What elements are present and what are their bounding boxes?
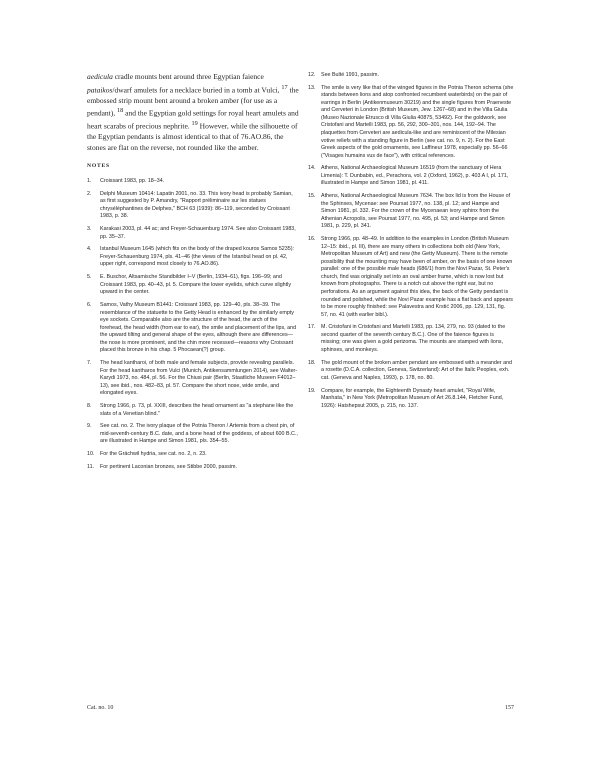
note-text: Delphi Museum 10414: Lapatin 2001, no. 33. This ivory head is probably Samian, as first suggested by P. Amandry, "Rapport préliminaire sur les statues chryséléphantines de Delphes," BCH 63 (1939): 86–119, seconded by Croissant 1983, p. 38.	[100, 190, 293, 220]
note-item	[87, 226, 299, 241]
note-number: 13.	[308, 84, 316, 91]
note-text: Athens, National Archaeological Museum 7634. The box lid is from the House of the Sphinxes, Mycenae: see Poursat 1977, no. 138, pl. 12; and Hampe and Simon 1981, pl. 332. For the crown of the Mycenaean ivory sphinx from the Athenian Acropolis, see Poursat 1977, no. 495, pl. 53; and Hampe and Simon 1981, p. 229, pl. 341.	[321, 193, 511, 230]
note-text: Strong 1966, pp. 48–49. In addition to the examples in London (British Museum 12–15: ibid., pl. III), there are many others in collections both old (New York, Metropolitan Museum of Art) and new (the Getty Museum). There is the remote possibility that the mounting may have been of amber, on the basis of one known parallel: one of the possible male heads (686/1) from the Novi Pazar, St. Peter's church, find was originally set into an oval amber frame, which is now lost but known from photographs. There is a notch cut above the right ear, but no perforations. As an argument against this idea, the back of the Getty pendant is rounded and polished, while the Novi Pazar example has a flat back and appears to be more roughly finished: see Palavestra and Krstić 2006, pp. 129, 131, fig. 57, no. 41 (with earlier bibl.).	[321, 236, 513, 318]
left-notes-list	[87, 178, 299, 471]
note-item	[308, 85, 514, 160]
note-item	[308, 72, 514, 80]
note-text: The smile is very like that of the winged figures in the Potnia Theron schema (she stands between lions and atop confronted recumbent waterbirds) on the pair of earrings in Berlin (Antikenmuseum 30219) and the single figures from Praeneste and Cerveteri in London (British Museum, Jew. 1267–68) and in the Villa Giulia (Museo Nazionale Etrusco di Villa Giulia 40875, 53492). For the goldwork, see Cristofani and Martelli 1983, pp. 56, 292, 300–301, nos. 144, 192–94. The plaquettes from Cerveteri are aedicula-like and are reminiscent of the Milesian votive reliefs with a standing figure in Berlin (see cat. no. 9, n. 2). For the East Greek aspects of the gold ornaments, see Laffineur 1978, especially pp. 56–66 ("Visages humains vus de face"), with critical references.	[321, 84, 514, 159]
note-text: Croissant 1983, pp. 18–34.	[100, 178, 165, 184]
note-text: See cat. no. 2. The ivory plaque of the Potnia Theron / Artemis from a chest pin, of mid-seventh-century B.C. date, and a bone head of the goddess, of about 600 B.C., are illustrated in Hampe and Simon 1981, pls. 354–55.	[100, 423, 298, 445]
note-item	[87, 464, 299, 472]
note-item	[87, 360, 299, 398]
note-number: 4.	[87, 246, 92, 253]
footnote-ref-18: 18	[117, 107, 124, 114]
note-text: For pertinent Laconian bronzes, see Stibbe 2000, passim.	[100, 463, 237, 470]
note-text: See Bulté 1991, passim.	[321, 72, 379, 78]
note-item	[308, 165, 514, 188]
intro-term-aedicula: aedicula	[87, 72, 113, 81]
note-item	[308, 193, 514, 231]
note-number: 2.	[87, 190, 92, 197]
note-number: 18.	[308, 359, 316, 366]
footnote-ref-17: 17	[281, 83, 288, 91]
intro-text: /dwarf amulets for a necklace buried in a tomb at Vulci,	[112, 85, 282, 94]
intro-term-pataikos: pataikos	[87, 85, 113, 94]
note-item	[308, 236, 514, 319]
note-text: M. Cristofani in Cristofani and Martelli 1983, pp. 134, 279, no. 93 (dated to the second quarter of the seventh century B.C.). One of the faience figures is missing; one was given a gold perizoma. The mounts are stamped with lions, sphinxes, and monkeys.	[321, 324, 506, 353]
note-text: Athens, National Archaeological Museum 16519 (from the sanctuary of Hera Limenia): T. Dunbabin, ed., Perachora, vol. 2 (Oxford, 1962), p. 403 A I, pl. 171, illustrated in Hampe and Simon 1981, pl. 411.	[321, 165, 509, 187]
note-item	[87, 403, 299, 418]
note-number: 1.	[87, 178, 92, 184]
note-number: 19.	[308, 387, 316, 394]
note-item	[87, 246, 299, 269]
note-number: 15.	[308, 193, 316, 200]
note-text: For the Grächwil hydria, see cat. no. 2, n. 23.	[100, 451, 207, 458]
note-item	[87, 302, 299, 355]
page-number: 157	[505, 705, 514, 711]
note-item	[87, 423, 299, 446]
note-text: Compare, for example, the Eighteenth Dynasty heart amulet, "Royal Wife, Manhata," in New York (Metropolitan Museum of Art 26.8.144, Fletcher Fund, 1926): Hatshepsut 2005, p. 215, no. 137.	[321, 387, 504, 409]
note-number: 8.	[87, 402, 92, 409]
intro-text: However, while the silhouette of the Egyptian pendants is almost identical to that of 76.AO.86, the stones are flat on the reverse, not rounded like the amber.	[87, 121, 298, 152]
intro-paragraph	[87, 72, 299, 153]
left-column	[87, 72, 299, 477]
intro-text: the embossed strip mount bent around a broken amber (for use as a pendant),	[87, 85, 299, 118]
note-number: 7.	[87, 360, 92, 367]
footnote-ref-19: 19	[191, 120, 198, 127]
note-text: The head kantharoi, of both male and female subjects, provide revealing parallels. For the head kantharos from Vulci (Munich, Antikensammlungen 2014), see Walter-Karydi 1973, no. 484, pl. 56. For the Chiusi pair (Berlin, Staatliche Museen F4012–13), see ibid., nos. 482–83, pl. 57. Compare the short nose, wide smile, and elongated eyes.	[100, 360, 298, 397]
note-text: The gold mount of the broken amber pendant are embossed with a meander and a rosette (D.C.A. collection, Geneva, Switzerland): Art of the Italic Peoples, exh. cat. (Geneva and Naples, 1993), p. 178, no. 80.	[321, 359, 513, 381]
intro-text: cradle mounts bent around three Egyptian faience	[112, 72, 264, 81]
footer-catalog-label: Cat. no. 10	[87, 705, 114, 711]
note-number: 14.	[308, 165, 316, 172]
note-item	[87, 191, 299, 221]
intro-text: and the Egyptian gold settings for royal heart amulets and heart scarabs of precious nephrite.	[87, 108, 299, 131]
note-item	[87, 178, 299, 186]
note-item	[87, 274, 299, 297]
note-item	[87, 451, 299, 459]
right-column	[308, 72, 514, 415]
note-number: 5.	[87, 274, 92, 281]
note-item	[308, 388, 514, 411]
note-number: 10.	[87, 451, 95, 458]
note-text: Istanbul Museum 1645 (which fits on the body of the draped kouros Samos 5235): Freyer-Schauenburg 1974, pls. 41–46 (the views of the Istanbul head on pl. 42, upper right, correspond most closely to 76.AO.86).	[100, 246, 294, 268]
note-text: Strong 1966, p. 73, pl. XXIII, describes the head ornament as "a stephane like the slats of a Venetian blind."	[100, 402, 294, 417]
note-number: 12.	[308, 72, 316, 78]
note-text: E. Buschor, Altsamische Standbilder I–V (Berlin, 1934–61), figs. 196–99; and Croissant 1983, pp. 40–43, pl. 5. Compare the lower eyelids, which curve slightly upward in the center.	[100, 274, 291, 296]
note-number: 9.	[87, 423, 92, 430]
note-number: 16.	[308, 236, 316, 243]
note-item	[308, 360, 514, 383]
note-number: 17.	[308, 324, 316, 331]
note-text: Samos, Vathy Museum B1441: Croissant 1983, pp. 129–40, pls. 38–39. The resemblance of the statuette to the Getty Head is enhanced by the similarly empty eye sockets. Comparable also are the structure of the head, the arch of the forehead, the head width (from ear to ear), the smile and placement of the lips, and the upward tilting and general shape of the eyes, although there are differences—the nose is more prominent, and the chin more recessed—reasons why Croissant placed this bronze in his chap. 5 Phocaean(?) group.	[100, 302, 297, 354]
note-number: 6.	[87, 302, 92, 309]
right-notes-list	[308, 72, 514, 410]
note-number: 11.	[87, 463, 95, 470]
note-text: Karakasi 2003, pl. 44 ac; and Freyer-Schauenburg 1974. See also Croissant 1983, pp. 35–37.	[100, 226, 296, 240]
note-item	[308, 324, 514, 354]
notes-heading: NOTES	[87, 163, 110, 169]
note-number: 3.	[87, 226, 92, 233]
